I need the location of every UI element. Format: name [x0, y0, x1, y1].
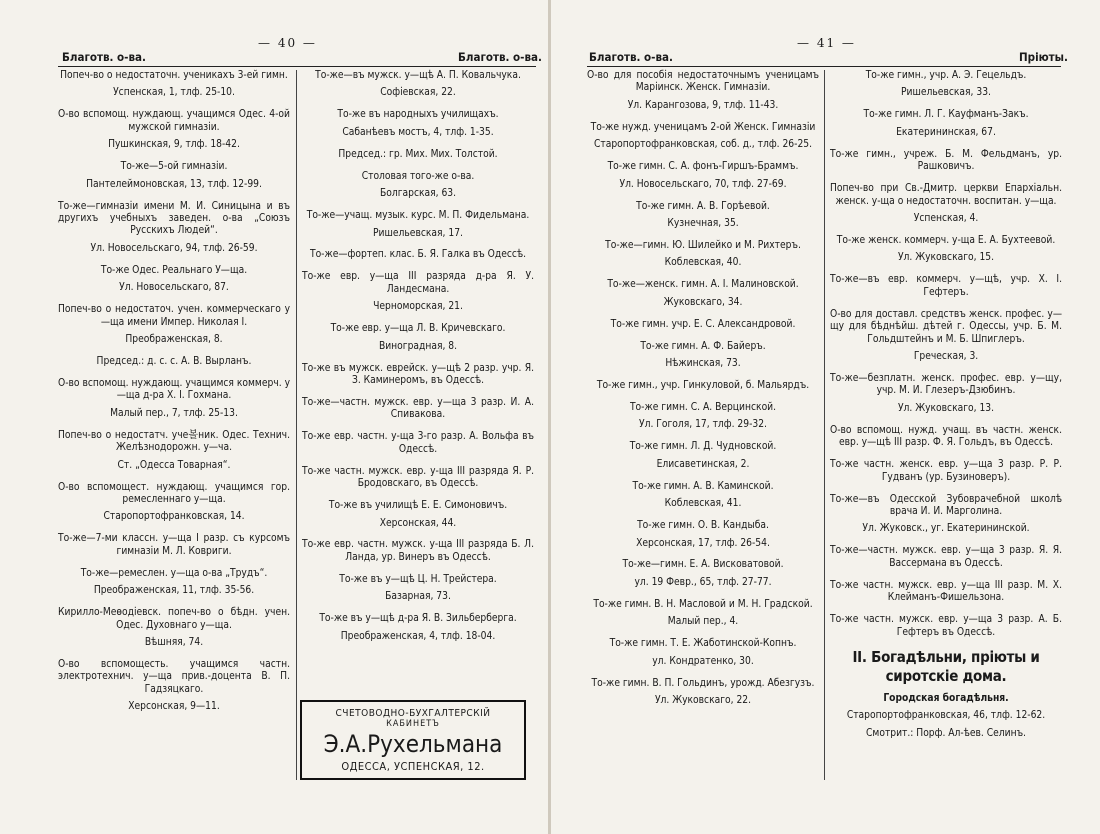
directory-entry — [58, 70, 290, 100]
running-header-right: Благотв. о-ва. — [458, 50, 542, 64]
entry-title: О-во для доставл. средствъ женск. профес. у—щу для бѣднѣйш. дѣтей г. Одессы, учр. Б. М. Гольдштейнъ и М. Б. Шпиглеръ. — [830, 308, 1062, 345]
running-header-right: Пріюты. — [1019, 50, 1068, 64]
directory-entry — [58, 161, 290, 191]
entry-title: То-же—гимн. Е. А. Висковатовой. — [622, 559, 784, 571]
header-rule — [587, 66, 1061, 67]
entry-title: То-же гимн., учр. Гинкуловой, б. Мальярдъ. — [596, 380, 810, 391]
directory-entry — [58, 304, 290, 346]
entry-title: Кирилло-Меѳодіевск. попеч-во о бѣдн. учен. Одес. Духовнаго у—ща. — [58, 607, 290, 631]
left-page-column-2 — [302, 70, 534, 653]
ad-address: ОДЕССА, УСПЕНСКАЯ, 12. — [341, 760, 485, 773]
directory-entry — [830, 309, 1062, 364]
entry-address: Преображенская, 4, тлф. 18-04. — [340, 630, 496, 642]
directory-entry — [587, 559, 819, 589]
running-header-left: Благотв. о-ва. — [62, 50, 146, 64]
entry-title: То-же въ мужск. еврейск. у—щѣ 2 разр. учр. Я. З. Каминеромъ, въ Одессѣ. — [302, 362, 534, 386]
entry-title: То-же—безплатн. женск. профес. евр. у—щу, учр. М. И. Глезеръ-Дзюбинъ. — [830, 372, 1062, 397]
ad-line-2: КАБИНЕТЪ — [386, 719, 440, 729]
entry-title: Председ.: д. с. с. А. В. Вырланъ. — [96, 356, 252, 367]
directory-entry — [302, 210, 534, 240]
entry-title: О-во вспомощесть. учащимся частн. электротехнич. у—ща прив.-доцента В. П. Гадзяцкаго. — [58, 658, 290, 695]
entry-address: Ул. Жуковск., уг. Екатерининской. — [862, 523, 1030, 535]
entry-title: То-же женск. коммерч. у-ща Е. А. Бухтеевой. — [836, 234, 1056, 246]
entry-title: То-же—ремеслен. у—ща о-ва „Трудъ“. — [80, 567, 268, 579]
directory-entry — [830, 274, 1062, 299]
page-number: — 41 — — [797, 36, 856, 50]
entry-address: Ришельевская, 33. — [901, 87, 991, 99]
entry-title: То-же гимн. А. В. Горѣевой. — [636, 200, 770, 212]
entry-title: То-же въ у—щѣ д-ра Я. В. Зильберберга. — [319, 613, 517, 625]
directory-entry — [58, 265, 290, 295]
entry-title: То-же—фортеп. клас. Б. Я. Галка въ Одессѣ. — [309, 249, 527, 261]
entry-title: То-же частн. мужск. евр. у-ща III разряда Я. Р. Бродовскаго, въ Одессѣ. — [302, 465, 534, 490]
entry-address: Пушкинская, 9, тлф. 18-42. — [108, 139, 240, 151]
entry-address: Нѣжинская, 73. — [665, 358, 741, 370]
running-header-left: Благотв. о-ва. — [589, 50, 673, 64]
page-number: — 40 — — [258, 36, 317, 50]
directory-entry — [830, 109, 1062, 139]
section-address: Старопортофранковская, 46, тлф. 12-62. — [846, 710, 1046, 722]
directory-entry — [830, 545, 1062, 570]
directory-entry — [830, 70, 1062, 100]
entry-title: О-во вспомощ. нужд. учащ. въ частн. женск. евр. у—щѣ III разр. Ф. Я. Гольдъ, въ Одессѣ. — [830, 424, 1062, 449]
entry-title: То-же гимн., учреж. Б. М. Фельдманъ, ур. Рашковичъ. — [830, 148, 1062, 173]
directory-entry — [587, 441, 819, 471]
entry-title: То-же—5-ой гимназіи. — [120, 161, 228, 173]
entry-address: Ул. Новосельскаго, 70, тлф. 27-69. — [619, 178, 787, 190]
entry-address: Успенская, 1, тлф. 25-10. — [113, 87, 235, 99]
entry-address: Ул. Жуковскаго, 13. — [897, 402, 995, 414]
entry-title: Попеч-во при Св.-Дмитр. церкви Епархіальн. женск. у-ща о недостаточн. воспитан. у—ща. — [830, 183, 1062, 207]
entry-title: То-же—7-ми классн. у—ща I разр. съ курсомъ гимназіи М. Л. Ковриги. — [58, 533, 290, 557]
column-divider — [824, 70, 825, 780]
directory-entry — [587, 402, 819, 432]
entry-address: Ришельевская, 17. — [373, 227, 463, 239]
entry-address: Малый пер., 7, тлф. 25-13. — [110, 407, 238, 419]
entry-title: То-же гимн. В. П. Гольдинъ, урожд. Абезгузъ. — [591, 677, 815, 689]
directory-entry — [302, 397, 534, 422]
section-subtitle: Городская богадѣльня. — [883, 693, 1009, 705]
entry-address: Херсонская, 44. — [379, 517, 457, 529]
directory-entry — [587, 161, 819, 191]
directory-entry — [830, 580, 1062, 605]
entry-title: То-же—въ евр. коммерч. у—щѣ, учр. Х. I. Гефтеръ. — [830, 274, 1062, 298]
entry-address: Херсонская, 9—11. — [128, 701, 220, 713]
entry-address: Пантелеймоновская, 13, тлф. 12-99. — [86, 178, 262, 190]
entry-title: То-же—женск. гимн. А. I. Малиновской. — [607, 279, 799, 291]
entry-title: То-же гимн. В. Н. Масловой и М. Н. Градской. — [593, 598, 813, 610]
entry-title: То-же—гимназіи имени М. И. Синицына и въ другихъ учебныхъ заведен. о-ва „Союзъ Русскихъ Людей“. — [58, 200, 290, 237]
entry-address: Екатерининская, 67. — [896, 126, 996, 138]
directory-entry — [302, 539, 534, 564]
entry-title: Попеч-во о недостаточн. ученикахъ 3-ей гимн. — [60, 70, 288, 81]
left-page-column-1 — [58, 70, 290, 723]
entry-title: То-же гимн. Л. Г. Кауфманъ-Закъ. — [863, 109, 1029, 121]
directory-entry — [302, 466, 534, 491]
entry-title: То-же евр. у—ща III разряда д-ра Я. У. Ландесмана. — [302, 271, 534, 295]
entry-title: То-же евр. у—ща Л. В. Кричевскаго. — [330, 323, 506, 335]
column-divider — [296, 70, 297, 780]
right-page — [551, 0, 1100, 834]
directory-entry — [302, 249, 534, 261]
directory-entry — [587, 678, 819, 708]
directory-entry — [587, 319, 819, 331]
entry-title: То-же—гимн. Ю. Шилейко и М. Рихтеръ. — [605, 239, 801, 251]
directory-entry — [58, 568, 290, 598]
directory-entry — [58, 201, 290, 256]
entry-title: О-во вспомощест. нуждающ. учащимся гор. ремесленнаго у—ща. — [58, 481, 290, 505]
directory-entry — [587, 240, 819, 270]
entry-title: То-же частн. мужск. евр. у—ща III разр. М. Х. Клейманъ-Фишельзона. — [830, 579, 1062, 604]
entry-title: То-же гимн. Л. Д. Чудновской. — [629, 441, 777, 453]
ad-line-1: СЧЕТОВОДНО-БУХГАЛТЕРСКІЙ — [335, 708, 491, 719]
entry-title: То-же нужд. ученицамъ 2-ой Женск. Гимназіи — [590, 121, 816, 133]
entry-title: То-же въ у—щѣ Ц. Н. Трейстера. — [339, 573, 497, 585]
directory-entry — [58, 607, 290, 649]
entry-address: Коблевская, 40. — [664, 257, 742, 269]
entry-address: Вѣшняя, 74. — [144, 637, 204, 648]
entry-address: Виноградная, 8. — [378, 340, 458, 352]
entry-address: Черноморская, 21. — [373, 301, 463, 313]
entry-address: Ул. Новосельскаго, 87. — [119, 282, 229, 294]
directory-entry — [830, 459, 1062, 484]
entry-address: Успенская, 4. — [913, 213, 979, 224]
directory-entry — [302, 70, 534, 100]
entry-title: То-же—въ Одесской Зубоврачебной школѣ врача И. И. Марголина. — [830, 493, 1062, 517]
entry-title: То-же—частн. мужск. евр. у—ща 3 разр. Я. Я. Вассермана въ Одессѣ. — [830, 545, 1062, 569]
entry-address: Ул. Карангозова, 9, тлф. 11-43. — [627, 99, 779, 111]
entry-title: То-же гимн. А. В. Каминской. — [632, 480, 774, 492]
right-page-column-2 — [830, 70, 1062, 740]
directory-entry — [830, 373, 1062, 415]
directory-entry — [587, 638, 819, 668]
entry-title: Попеч-во о недостаточ. учен. коммерческаго у—ща имени Импер. Николая I. — [58, 304, 290, 328]
directory-entry — [587, 520, 819, 550]
directory-entry — [58, 430, 290, 472]
advertisement-box — [300, 700, 526, 780]
directory-entry — [58, 356, 290, 368]
directory-entry — [587, 341, 819, 371]
entry-address: Ул. Жуковскаго, 22. — [654, 695, 752, 706]
entry-title: То-же гимн. О. В. Кандыба. — [637, 520, 769, 532]
left-page — [0, 0, 549, 834]
entry-address: Преображенская, 11, тлф. 35-56. — [93, 585, 255, 597]
entry-title: То-же—въ мужск. у—щѣ А. П. Ковальчука. — [315, 70, 521, 81]
entry-title: То-же частн. мужск. евр. у—ща 3 разр. А. Б. Гефтеръ въ Одессѣ. — [830, 614, 1062, 638]
entry-address: Старопортофранковская, 14. — [103, 511, 245, 523]
directory-entry — [587, 481, 819, 511]
right-col2-entries — [830, 70, 1062, 639]
entry-address: Малый пер., 4. — [667, 616, 739, 628]
entry-address: Ул. Жуковскаго, 15. — [897, 252, 995, 264]
entry-title: Председ.: гр. Мих. Мих. Толстой. — [338, 148, 498, 160]
entry-title: То-же евр. частн. мужск. у-ща III разряда Б. Л. Ланда, ур. Винеръ въ Одессѣ. — [302, 539, 534, 563]
directory-entry — [302, 363, 534, 388]
entry-address: ул. 19 Февр., 65, тлф. 27-77. — [634, 576, 772, 588]
entry-title: То-же въ народныхъ училищахъ. — [337, 109, 499, 121]
directory-entry — [587, 380, 819, 392]
directory-entry — [830, 149, 1062, 174]
entry-address: Коблевская, 41. — [664, 498, 742, 510]
directory-entry — [302, 149, 534, 161]
section-heading: II. Богадѣльни, пріюты и сиротскіе дома. — [852, 648, 1040, 685]
entry-title: То-же гимн. учр. Е. С. Александровой. — [610, 318, 796, 330]
directory-entry — [58, 482, 290, 524]
directory-entry — [302, 271, 534, 313]
entry-address: Болгарская, 63. — [379, 188, 457, 200]
entry-title: То-же Одес. Реальнаго У—ща. — [100, 264, 248, 276]
directory-entry — [830, 183, 1062, 225]
entry-address: Греческая, 3. — [913, 351, 979, 362]
entry-title: То-же гимн. С. А. Верцинской. — [629, 401, 777, 413]
entry-address: Жуковскаго, 34. — [663, 296, 743, 308]
entry-title: О-во для пособія недостаточнымъ ученицамъ Маріинск. Женск. Гимназіи. — [587, 70, 819, 94]
entry-address: Сабанѣевъ мостъ, 4, тлф. 1-35. — [342, 126, 494, 138]
entry-title: То-же частн. женск. евр. у—ща 3 разр. Р. Р. Гудванъ (ур. Бузиноверъ). — [830, 459, 1062, 483]
entry-title: То-же гимн. С. А. фонъ-Гиршъ-Браммъ. — [607, 161, 799, 173]
entry-address: Херсонская, 17, тлф. 26-54. — [636, 537, 770, 549]
directory-entry — [587, 599, 819, 629]
directory-entry — [302, 574, 534, 604]
entry-title: То-же—частн. мужск. евр. у—ща 3 разр. И. А. Спивакова. — [302, 396, 534, 421]
entry-title: О-во вспомощ. нуждающ. учащимся коммерч. у—ща д-ра Х. I. Гохмана. — [58, 377, 290, 402]
entry-address: Софіевская, 22. — [380, 87, 456, 99]
entry-title: О-во вспомощ. нуждающ. учащимся Одес. 4-ой мужской гимназіи. — [58, 109, 290, 133]
entry-address: Ст. „Одесса Товарная“. — [117, 459, 231, 471]
entry-title: То-же гимн. А. Ф. Байеръ. — [640, 340, 766, 352]
directory-entry — [302, 323, 534, 353]
directory-entry — [587, 70, 819, 112]
directory-entry — [830, 425, 1062, 450]
entry-address: Ул. Новосельскаго, 94, тлф. 26-59. — [90, 242, 258, 254]
entry-title: Столовая того-же о-ва. — [361, 170, 475, 182]
directory-entry — [302, 613, 534, 643]
entry-title: То-же евр. частн. у-ща 3-го разр. А. Вольфа въ Одессѣ. — [302, 431, 534, 455]
entry-title: То-же—учащ. музык. курс. М. П. Фидельмана. — [306, 210, 530, 222]
directory-entry — [58, 533, 290, 558]
entry-title: То-же гимн., учр. А. Э. Гецельдъ. — [865, 70, 1027, 81]
right-page-column-1 — [587, 70, 819, 717]
directory-entry — [587, 122, 819, 152]
entry-address: Преображенская, 8. — [125, 334, 223, 346]
entry-title: Попеч-во о недостатч. уче볼ник. Одес. Технич. Желѣзнодорожн. у—ча. — [58, 429, 290, 454]
ad-name: Э.А.Рухельмана — [323, 730, 503, 758]
entry-address: Кузнечная, 35. — [667, 218, 739, 229]
entry-address: Елисаветинская, 2. — [656, 458, 750, 470]
directory-entry — [302, 500, 534, 530]
directory-entry — [302, 171, 534, 201]
directory-entry — [830, 494, 1062, 536]
directory-entry — [58, 378, 290, 420]
entry-address: ул. Кондратенко, 30. — [652, 655, 754, 667]
directory-entry — [587, 201, 819, 231]
directory-entry — [587, 279, 819, 309]
entry-address: Старопортофранковская, соб. д., тлф. 26-25. — [593, 139, 813, 151]
directory-entry — [830, 235, 1062, 265]
entry-title: То-же гимн. Т. Е. Жаботинской-Копнъ. — [609, 638, 797, 650]
section-note: Смотрит.: Порф. Ал-ѣев. Селинъ. — [866, 727, 1026, 739]
directory-entry — [302, 431, 534, 456]
entry-address: Ул. Гоголя, 17, тлф. 29-32. — [639, 419, 767, 431]
header-rule — [58, 66, 536, 67]
entry-address: Базарная, 73. — [385, 591, 451, 603]
directory-entry — [302, 109, 534, 139]
directory-entry — [830, 614, 1062, 639]
directory-entry — [58, 109, 290, 151]
directory-entry — [58, 659, 290, 714]
entry-title: То-же въ училищѣ Е. Е. Симоновичъ. — [328, 500, 508, 512]
